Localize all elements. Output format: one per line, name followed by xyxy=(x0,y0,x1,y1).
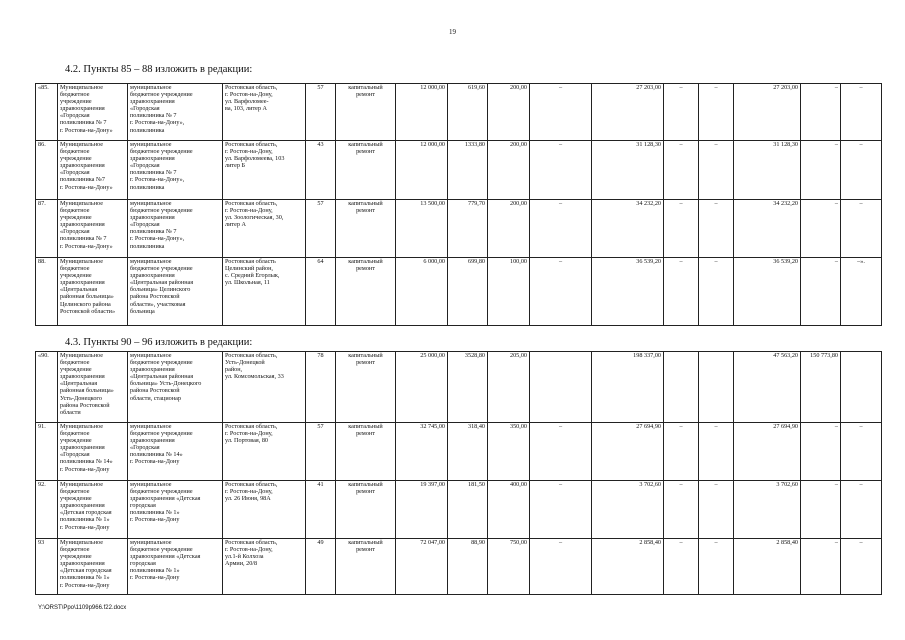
cell-sum-a: 350,00 xyxy=(488,423,530,481)
cell-owner: Муниципальное бюджетное учреждение здравоохранения «Городская поликлиника №7 г. Ростова-на-Дону» xyxy=(58,141,128,200)
cell-col-13: – xyxy=(699,539,734,595)
cell-institution: муниципальное бюджетное учреждение здравоохранения «Центральная районная больница» Целинского района Ростовской области», участковая больница xyxy=(128,258,223,326)
cell-institution: муниципальное бюджетное учреждение здравоохранения «Городская поликлиника № 7 г. Ростова-на-Дону», поликлиника xyxy=(128,84,223,141)
cell-sum-a: 400,00 xyxy=(488,481,530,539)
table-row xyxy=(36,423,882,481)
cell-total: 27 203,00 xyxy=(592,84,664,141)
cell-area: 318,40 xyxy=(448,423,488,481)
table-row xyxy=(36,352,882,423)
cell-item-number: 92. xyxy=(36,481,58,539)
cell-item-number: 91. xyxy=(36,423,58,481)
cell-col-13: – xyxy=(699,141,734,200)
cell-institution: муниципальное бюджетное учреждение здравоохранения «Городская поликлиника № 7 г. Ростова-на-Дону», поликлиника xyxy=(128,141,223,200)
cell-address: Ростовская область, Усть-Донецкой район, ул. Комсомольская, 33 xyxy=(223,352,306,423)
cell-owner: Муниципальное бюджетное учреждение здравоохранения «Детская городская поликлиника № 1» г. Ростова-на-Дону xyxy=(58,481,128,539)
cell-area: 88,90 xyxy=(448,539,488,595)
items-table-85-88 xyxy=(35,83,882,326)
cell-capacity: 78 xyxy=(306,352,336,423)
cell-work-type: капитальный ремонт xyxy=(336,423,396,481)
cell-address: Ростовская область, г. Ростов-на-Дону, ул.1-й Колхоза Армии, 20/8 xyxy=(223,539,306,595)
cell-col-12 xyxy=(664,352,699,423)
cell-col-16: – xyxy=(841,539,882,595)
cell-capacity: 57 xyxy=(306,84,336,141)
cell-col-13 xyxy=(699,352,734,423)
cell-amount-1: 27 203,00 xyxy=(734,84,801,141)
cell-cost: 32 745,00 xyxy=(396,423,448,481)
cell-col-13: – xyxy=(699,258,734,326)
cell-owner: Муниципальное бюджетное учреждение здравоохранения «Городская поликлиника № 7 г. Ростова-на-Дону» xyxy=(58,84,128,141)
cell-total: 2 858,40 xyxy=(592,539,664,595)
cell-amount-2: – xyxy=(801,200,841,258)
cell-area: 1333,80 xyxy=(448,141,488,200)
footer-file-path: Y:\ORST\Ppo\1109p966.f22.docx xyxy=(38,605,127,611)
cell-work-type: капитальный ремонт xyxy=(336,141,396,200)
cell-capacity: 57 xyxy=(306,200,336,258)
table-row xyxy=(36,84,882,141)
cell-amount-1: 47 563,20 xyxy=(734,352,801,423)
cell-col-12: – xyxy=(664,200,699,258)
cell-capacity: 64 xyxy=(306,258,336,326)
cell-address: Ростовская область, г. Ростов-на-Дону, ул. Варфоломеева, 103 литер Б xyxy=(223,141,306,200)
cell-address: Ростовская область Целинский район, с. Средний Егорлык, ул. Школьная, 11 xyxy=(223,258,306,326)
cell-col-12: – xyxy=(664,84,699,141)
cell-col-12: – xyxy=(664,423,699,481)
cell-col-12: – xyxy=(664,258,699,326)
cell-area: 699,80 xyxy=(448,258,488,326)
cell-amount-2: – xyxy=(801,141,841,200)
cell-amount-2: – xyxy=(801,258,841,326)
cell-col-12: – xyxy=(664,481,699,539)
cell-col-13: – xyxy=(699,423,734,481)
cell-institution: муниципальное бюджетное учреждение здравоохранения «Детская городская поликлиника № 1» г. Ростова-на-Дону xyxy=(128,539,223,595)
cell-col-16: – xyxy=(841,423,882,481)
section-heading-4-2: 4.2. Пункты 85 – 88 изложить в редакции: xyxy=(65,64,253,75)
cell-amount-1: 34 232,20 xyxy=(734,200,801,258)
cell-capacity: 57 xyxy=(306,423,336,481)
cell-institution: муниципальное бюджетное учреждение здравоохранения «Городская поликлиника № 14» г. Ростова-на-Дону xyxy=(128,423,223,481)
cell-sum-b: – xyxy=(530,539,592,595)
cell-amount-1: 2 858,40 xyxy=(734,539,801,595)
cell-amount-1: 36 539,20 xyxy=(734,258,801,326)
cell-work-type: капитальный ремонт xyxy=(336,200,396,258)
cell-sum-b: – xyxy=(530,423,592,481)
cell-item-number: 86. xyxy=(36,141,58,200)
cell-item-number: 87. xyxy=(36,200,58,258)
cell-sum-b: – xyxy=(530,84,592,141)
cell-sum-b: – xyxy=(530,141,592,200)
cell-work-type: капитальный ремонт xyxy=(336,258,396,326)
cell-owner: Муниципальное бюджетное учреждение здравоохранения «Центральная районная больница» Целинского района Ростовской области» xyxy=(58,258,128,326)
cell-col-13: – xyxy=(699,481,734,539)
cell-owner: Муниципальное бюджетное учреждение здравоохранения «Городская поликлиника № 7 г. Ростова-на-Дону» xyxy=(58,200,128,258)
table-row xyxy=(36,200,882,258)
cell-area: 619,60 xyxy=(448,84,488,141)
cell-sum-a: 200,00 xyxy=(488,141,530,200)
cell-capacity: 49 xyxy=(306,539,336,595)
cell-sum-b: – xyxy=(530,258,592,326)
cell-total: 31 128,30 xyxy=(592,141,664,200)
cell-institution: муниципальное бюджетное учреждение здравоохранения «Центральная районная больница» Усть-Донецкого района Ростовской области, стационар xyxy=(128,352,223,423)
table-row xyxy=(36,258,882,326)
cell-col-16: –». xyxy=(841,258,882,326)
cell-capacity: 41 xyxy=(306,481,336,539)
cell-cost: 13 500,00 xyxy=(396,200,448,258)
cell-work-type: капитальный ремонт xyxy=(336,84,396,141)
cell-area: 181,50 xyxy=(448,481,488,539)
cell-sum-a: 200,00 xyxy=(488,200,530,258)
cell-area: 3528,80 xyxy=(448,352,488,423)
cell-work-type: капитальный ремонт xyxy=(336,352,396,423)
cell-item-number: 93 xyxy=(36,539,58,595)
cell-item-number: «90. xyxy=(36,352,58,423)
cell-amount-2: – xyxy=(801,423,841,481)
cell-total: 34 232,20 xyxy=(592,200,664,258)
cell-col-12: – xyxy=(664,141,699,200)
cell-amount-1: 27 694,90 xyxy=(734,423,801,481)
cell-owner: Муниципальное бюджетное учреждение здравоохранения «Городская поликлиника № 14» г. Ростова-на-Дону xyxy=(58,423,128,481)
cell-capacity: 43 xyxy=(306,141,336,200)
cell-amount-2: – xyxy=(801,84,841,141)
section-heading-4-3: 4.3. Пункты 90 – 96 изложить в редакции: xyxy=(65,337,253,348)
cell-cost: 25 000,00 xyxy=(396,352,448,423)
cell-col-16: – xyxy=(841,200,882,258)
cell-cost: 19 397,00 xyxy=(396,481,448,539)
cell-total: 36 539,20 xyxy=(592,258,664,326)
cell-owner: Муниципальное бюджетное учреждение здравоохранения «Детская городская поликлиника № 1» г. Ростова-на-Дону xyxy=(58,539,128,595)
cell-col-13: – xyxy=(699,84,734,141)
cell-total: 27 694,90 xyxy=(592,423,664,481)
cell-amount-1: 31 128,30 xyxy=(734,141,801,200)
cell-sum-a: 750,00 xyxy=(488,539,530,595)
cell-col-16: – xyxy=(841,141,882,200)
cell-amount-2: 150 773,80 xyxy=(801,352,841,423)
cell-amount-2: – xyxy=(801,481,841,539)
cell-col-16: – xyxy=(841,84,882,141)
cell-work-type: капитальный ремонт xyxy=(336,481,396,539)
table-row xyxy=(36,539,882,595)
cell-work-type: капитальный ремонт xyxy=(336,539,396,595)
cell-item-number: «85. xyxy=(36,84,58,141)
page-number: 19 xyxy=(449,28,456,36)
cell-cost: 72 047,00 xyxy=(396,539,448,595)
cell-amount-1: 3 702,60 xyxy=(734,481,801,539)
table-row xyxy=(36,481,882,539)
cell-sum-a: 100,00 xyxy=(488,258,530,326)
cell-cost: 6 000,00 xyxy=(396,258,448,326)
cell-sum-a: 200,00 xyxy=(488,84,530,141)
cell-sum-b: – xyxy=(530,481,592,539)
cell-address: Ростовская область, г. Ростов-на-Дону, ул. Портовая, 80 xyxy=(223,423,306,481)
cell-sum-a: 205,00 xyxy=(488,352,530,423)
cell-area: 779,70 xyxy=(448,200,488,258)
cell-address: Ростовская область, г. Ростов-на-Дону, ул. 26 Июня, 98А xyxy=(223,481,306,539)
cell-total: 3 702,60 xyxy=(592,481,664,539)
cell-sum-b xyxy=(530,352,592,423)
cell-col-16 xyxy=(841,352,882,423)
table-row xyxy=(36,141,882,200)
cell-cost: 12 000,00 xyxy=(396,84,448,141)
cell-institution: муниципальное бюджетное учреждение здравоохранения «Детская городская поликлиника № 1» г. Ростова-на-Дону xyxy=(128,481,223,539)
cell-col-12: – xyxy=(664,539,699,595)
cell-institution: муниципальное бюджетное учреждение здравоохранения «Городская поликлиника № 7 г. Ростова-на-Дону», поликлиника xyxy=(128,200,223,258)
cell-total: 198 337,00 xyxy=(592,352,664,423)
cell-sum-b: – xyxy=(530,200,592,258)
cell-col-16: – xyxy=(841,481,882,539)
cell-address: Ростовская область, г. Ростов-на-Дону, ул. Варфоломее- ва, 103, литер А xyxy=(223,84,306,141)
cell-address: Ростовская область, г. Ростов-на-Дону, ул. Зоологическая, 30, литер А xyxy=(223,200,306,258)
cell-cost: 12 000,00 xyxy=(396,141,448,200)
cell-amount-2: – xyxy=(801,539,841,595)
cell-owner: Муниципальное бюджетное учреждение здравоохранения «Центральная районная больница» Усть-Донецкого района Ростовской области xyxy=(58,352,128,423)
cell-item-number: 88. xyxy=(36,258,58,326)
items-table-90-96 xyxy=(35,351,882,595)
cell-col-13: – xyxy=(699,200,734,258)
